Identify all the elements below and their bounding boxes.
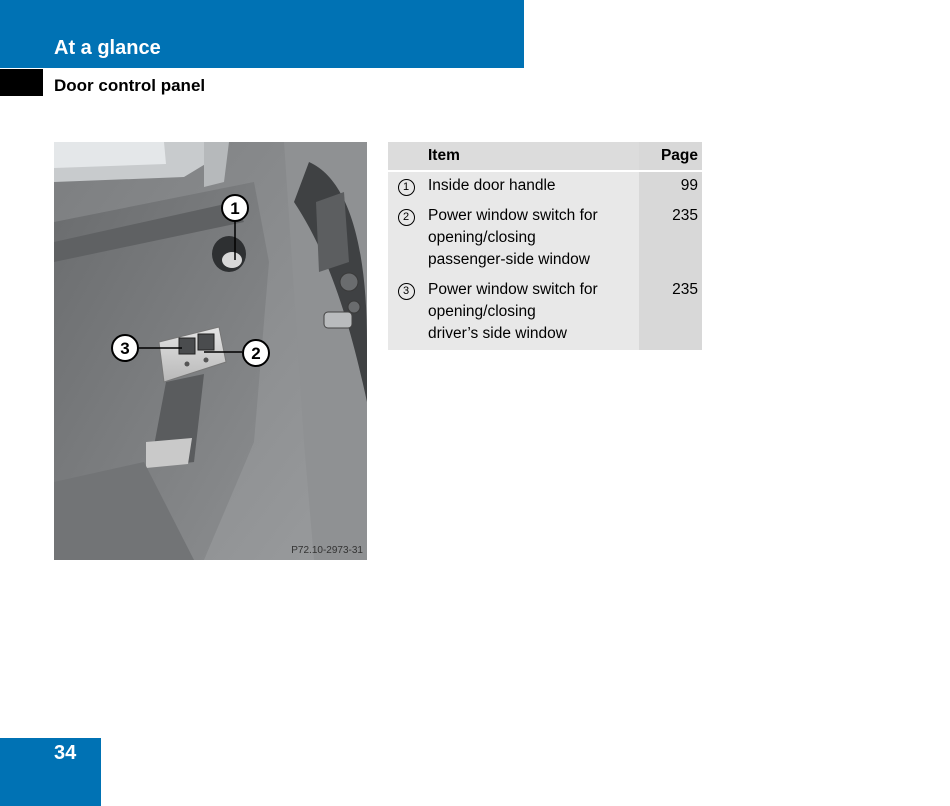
page-number-box: [0, 738, 101, 806]
callout-2-label: 2: [251, 344, 261, 363]
header-num: [388, 142, 424, 171]
page-number: 34: [54, 742, 77, 764]
item-description: Power window switch for opening/closing driver’s side window: [424, 276, 639, 350]
header-item: Item: [424, 142, 639, 171]
item-number-3: 3: [398, 283, 415, 300]
item-number-1: 1: [398, 179, 415, 196]
callout-2: [243, 340, 269, 366]
callout-3: [112, 335, 138, 361]
item-number-2: 2: [398, 209, 415, 226]
item-page: 235: [639, 276, 702, 350]
item-page: 99: [639, 171, 702, 202]
section-tab-marker: [0, 69, 43, 96]
item-description: Inside door handle: [424, 171, 639, 202]
callout-1: [222, 195, 248, 221]
header-page: Page: [639, 142, 702, 171]
table-row: [388, 276, 702, 350]
item-page: 235: [639, 202, 702, 276]
table-header-row: [388, 142, 702, 171]
callout-3-label: 3: [120, 339, 130, 358]
page-title: Door control panel: [54, 76, 206, 95]
table-row: [388, 202, 702, 276]
items-table: [388, 142, 702, 350]
figure-code: P72.10-2973-31: [291, 545, 363, 556]
section-title: At a glance: [54, 37, 161, 59]
item-description: Power window switch for opening/closing passenger-side window: [424, 202, 639, 276]
door-panel-illustration: [54, 142, 367, 560]
callout-1-label: 1: [230, 199, 240, 218]
table-row: [388, 171, 702, 202]
door-panel-drawing: [54, 142, 367, 560]
